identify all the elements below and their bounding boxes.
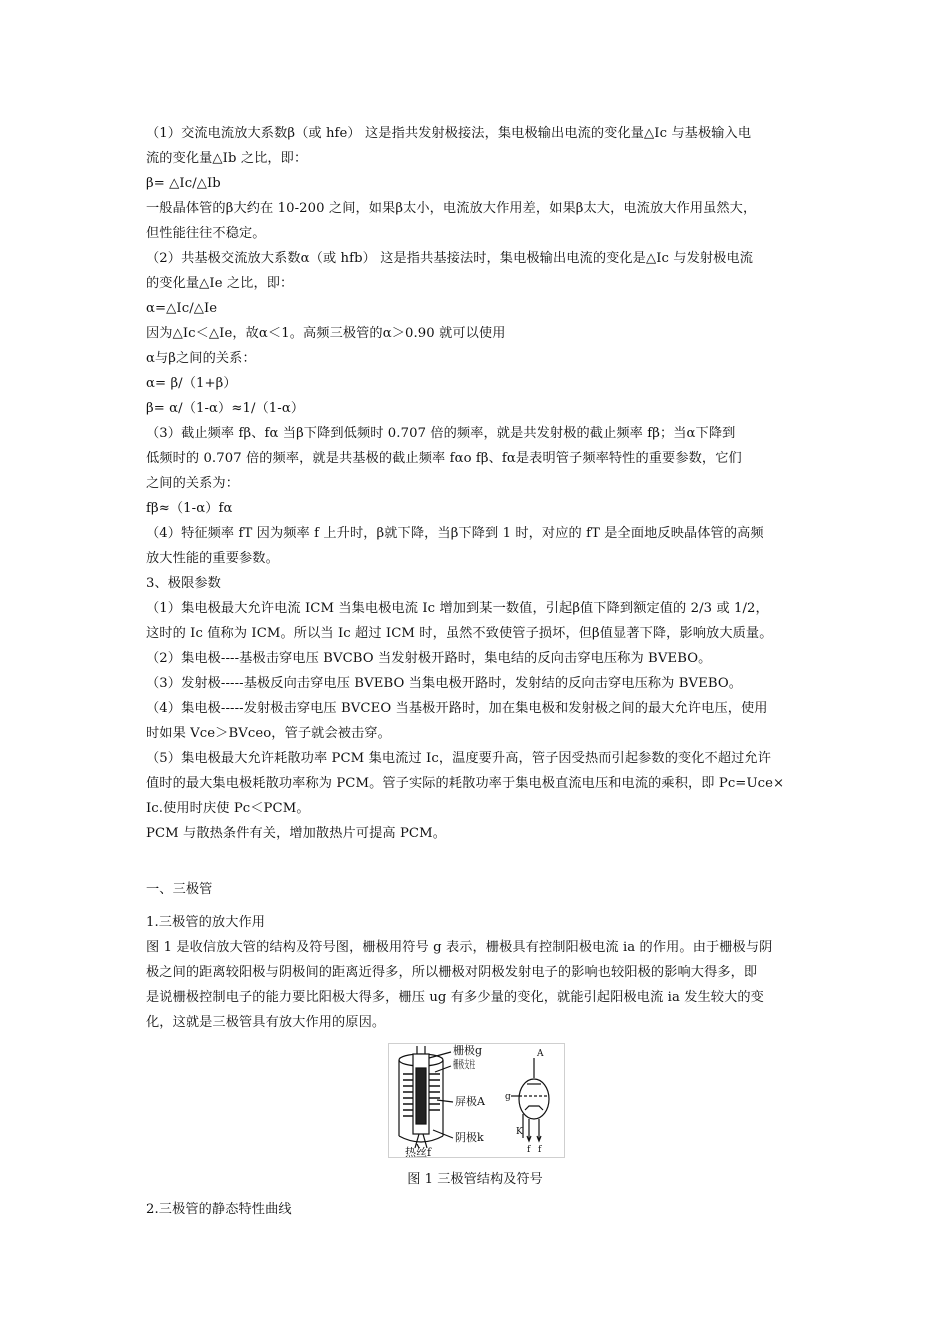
formula-line: α= β/（1+β） xyxy=(146,376,237,391)
text-line: （1）交流电流放大系数β（或 hfe） 这是指共发射极接法，集电极输出电流的变化量△Ic 与基极输入电 xyxy=(146,126,752,141)
text-line: （4）特征频率 fT 因为频率 f 上升时，β就下降，当β下降到 1 时，对应的 fT 是全面地反映晶体管的高频 xyxy=(146,526,764,541)
symbol-label-f2: f xyxy=(538,1145,542,1155)
text-line: 时如果 Vce＞BVceo，管子就会被击穿。 xyxy=(146,726,391,741)
text-line: α与β之间的关系： xyxy=(146,351,256,366)
text-line: 但性能往往不稳定。 xyxy=(146,226,266,241)
triode-structure-drawing xyxy=(399,1046,453,1148)
text-line: PCM 与散热条件有关，增加散热片可提高 PCM。 xyxy=(146,826,447,841)
section-heading: 3、极限参数 xyxy=(146,576,221,591)
text-line: 化，这就是三极管具有放大作用的原因。 xyxy=(146,1015,386,1030)
symbol-label-f1: f xyxy=(527,1145,531,1155)
text-line: 是说栅极控制电子的能力要比阳极大得多，栅压 ug 有多少量的变化，就能引起阳极电流 ia 发生较大的变 xyxy=(146,990,764,1005)
text-line: （2）集电极----基极击穿电压 BVCBO 当发射极开路时，集电结的反向击穿电压称为 BVEBO。 xyxy=(146,651,712,666)
text-line: （3）发射极-----基极反向击穿电压 BVEBO 当集电极开路时，发射结的反向击穿电压称为 BVEBO。 xyxy=(146,676,743,691)
text-line: 极之间的距离较阳极与阴极间的距离近得多，所以栅极对阴极发射电子的影响也较阳极的影响大得多，即 xyxy=(146,965,758,980)
label-plate: 屏极A xyxy=(455,1095,485,1108)
text-line: 放大性能的重要参数。 xyxy=(146,551,279,566)
text-line: 流的变化量△Ib 之比，即： xyxy=(146,151,308,166)
text-line: 一般晶体管的β大约在 10-200 之间，如果β太小，电流放大作用差，如果β太大，电流放大作用虽然大， xyxy=(146,201,757,216)
text-line: 因为△Ic＜△Ie，故α＜1。高频三极管的α＞0.90 就可以使用 xyxy=(146,326,506,341)
text-line: 低频时的 0.707 倍的频率，就是共基极的截止频率 fαo fβ、fα是表明管子频率特性的重要参数，它们 xyxy=(146,451,742,466)
label-heater: 热丝f xyxy=(405,1146,432,1157)
text-line: 值时的最大集电极耗散功率称为 PCM。管子实际的耗散功率于集电极直流电压和电流的乘积，即 Pc=Uce× xyxy=(146,776,785,791)
symbol-label-g: g xyxy=(505,1092,511,1102)
symbol-label-k: K xyxy=(516,1127,523,1137)
text-line: 之间的关系为： xyxy=(146,476,240,491)
text-line: （1）集电极最大允许电流 ICM 当集电极电流 Ic 增加到某一数值，引起β值下降到额定值的 2/3 或 1/2， xyxy=(146,601,769,616)
text-line: 这时的 Ic 值称为 ICM。所以当 Ic 超过 ICM 时，虽然不致使管子损坏，但β值显著下降，影响放大质量。 xyxy=(146,626,773,641)
text-line: 的变化量△Ie 之比，即： xyxy=(146,276,294,291)
subsection-heading: 2.三极管的静态特性曲线 xyxy=(146,1202,292,1217)
formula-line: α=△Ic/△Ie xyxy=(146,301,218,316)
section-heading: 一、三极管 xyxy=(146,882,213,897)
formula-line: β= α/（1-α）≈1/（1-α） xyxy=(146,401,305,416)
triode-structure-figure xyxy=(388,1043,565,1158)
text-line: 图 1 是收信放大管的结构及符号图，栅极用符号 g 表示，栅极具有控制阳极电流 ia 的作用。由于栅极与阴 xyxy=(146,940,773,955)
text-line: （3）截止频率 fβ、fα 当β下降到低频时 0.707 倍的频率，就是共发射极的截止频率 fβ；当α下降到 xyxy=(146,426,736,441)
text-line: （2）共基极交流放大系数α（或 hfb） 这是指共基接法时，集电极输出电流的变化是△Ic 与发射极电流 xyxy=(146,251,754,266)
symbol-label-a: A xyxy=(537,1049,544,1059)
text-line: （4）集电极-----发射极击穿电压 BVCEO 当基极开路时，加在集电极和发射极之间的最大允许电压，使用 xyxy=(146,701,768,716)
figure-caption: 图 1 三极管结构及符号 xyxy=(407,1172,543,1187)
triode-diagram xyxy=(389,1044,564,1157)
label-grid-support: 栅极支柱 xyxy=(453,1058,497,1071)
label-grid: 栅极g xyxy=(453,1044,483,1057)
subsection-heading: 1.三极管的放大作用 xyxy=(146,915,266,930)
formula-line: β= △Ic/△Ib xyxy=(146,176,221,191)
text-line: （5）集电极最大允许耗散功率 PCM 集电流过 Ic，温度要升高，管子因受热而引起参数的变化不超过允许 xyxy=(146,751,771,766)
text-line: Ic.使用时庆使 Pc＜PCM。 xyxy=(146,801,310,816)
label-cathode: 阴极k xyxy=(455,1131,484,1144)
formula-line: fβ≈（1-α）fα xyxy=(146,501,233,516)
